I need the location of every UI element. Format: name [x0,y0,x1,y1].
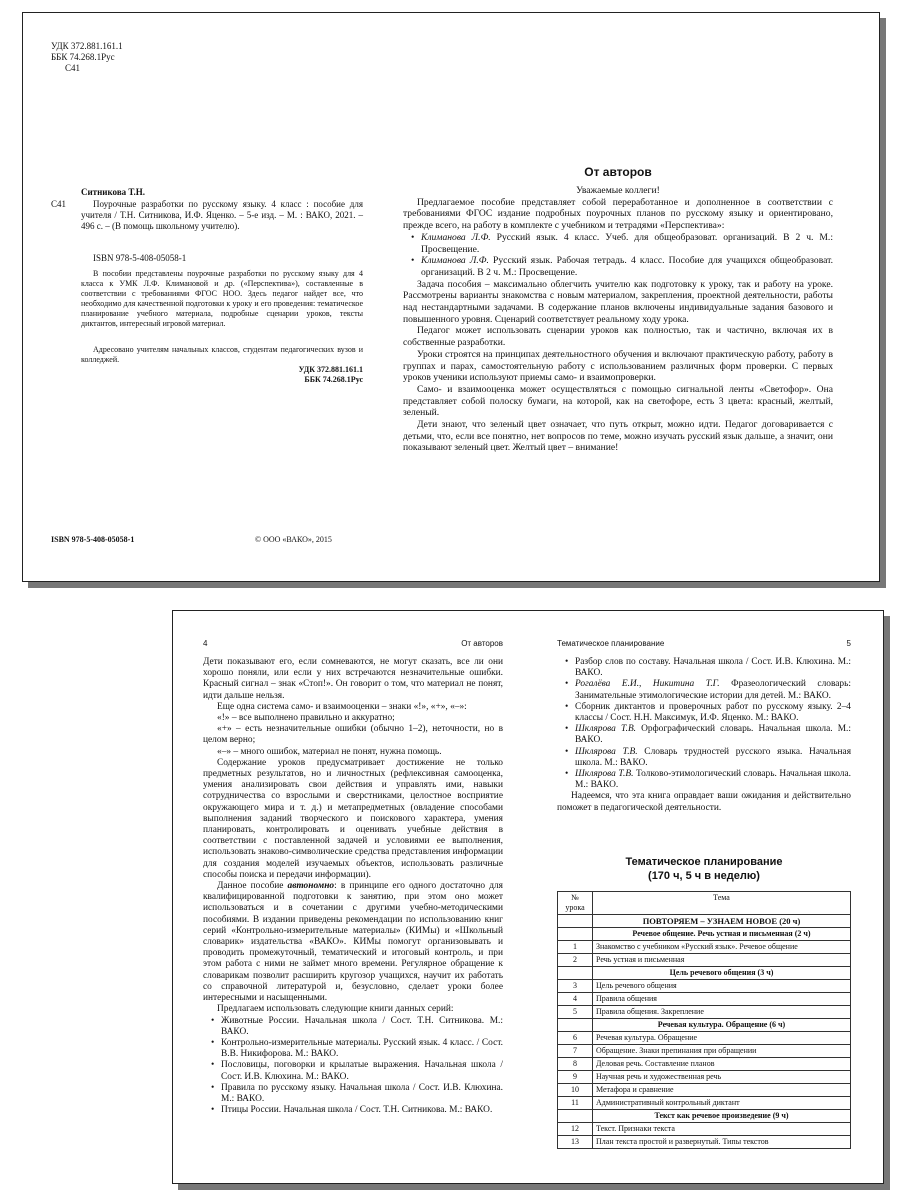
empty-cell [558,1110,593,1123]
paragraph: Педагог может использовать сценарии уроков как полностью, так и частично, включая их в собственные разработки. [403,325,833,349]
section-title: ПОВТОРЯЕМ – УЗНАЕМ НОВОЕ (20 ч) [593,915,851,928]
lesson-topic: Знакомство с учебником «Русский язык». Речевое общение [593,941,851,954]
running-head-left: От авторов [461,639,503,648]
authors-foreword [403,185,833,454]
greeting: Уважаемые коллеги! [576,185,660,196]
table-row [558,993,851,1006]
list-item: • Животные России. Начальная школа / Сост. Т.Н. Ситникова. М.: ВАКО. [221,1016,503,1038]
lesson-number: 6 [558,1032,593,1045]
table-section-row [558,1019,851,1032]
lesson-topic: Метафора и сравнение [593,1084,851,1097]
list-item: • Правила по русскому языку. Начальная школа / Сост. И.В. Клюхина. М.: ВАКО. [221,1083,503,1105]
table-row [558,1058,851,1071]
empty-cell [558,1019,593,1032]
empty-cell [558,967,593,980]
content-spread [172,610,884,1184]
paragraph: Содержание уроков предусматривает достижение не только предметных результатов, но и личностных (рефлексивная самооценка, умения анализировать свои действия и управлять ими, навыки сотрудничества со взрослыми и сверстниками, целостное восприятие окружающего мира и т. д.) и метапредметных (овладение способами выполнения заданий творческого и поискового характера, умения планировать, контролировать и оценивать учебные действия в соответствии с поставленной задачей и условиями ее выполнения, использовать знаково-символические средства представления информации для создания моделей изучаемых объектов, использовать различные способы поиска и передачи информации). [203,757,503,880]
table-row [558,980,851,993]
table-row [558,1006,851,1019]
table-row [558,1032,851,1045]
list-item: • Шклярова Т.В. Толково-этимологический словарь. Начальная школа. М.: ВАКО. [575,769,851,791]
table-row [558,1123,851,1136]
lesson-number: 11 [558,1097,593,1110]
paragraph: Предлагаем использовать следующие книги данных серий: [217,1004,454,1015]
lesson-number: 1 [558,941,593,954]
paragraph: Предлагаемое пособие представляет собой переработанное и дополненное в соответствии с требованиями ФГОС издание подробных поурочных планов по русскому языку и ориентировано, прежде всего, на работу в комплекте с учебником и тетрадями «Перспектива»: [403,196,833,232]
udk-bottom-block [263,365,363,385]
table-section-row [558,967,851,980]
list-item: • Сборник диктантов и проверочных работ по русскому языку. 2–4 классы / Сост. Н.Н. Максимук, И.Ф. Яценко. М.: ВАКО. [575,702,851,724]
col-header-number: № урока [558,892,593,915]
book-list [557,657,851,791]
book-list [203,1016,503,1117]
table-body [558,915,851,1149]
lesson-number: 12 [558,1123,593,1136]
paragraph: Само- и взаимооценка может осуществляться с помощью сигнальной ленты «Светофор». Она представляет собой полоску бумаги, на которой, как на светофоре, есть 3 цвета: красный, желтый, зеленый. [403,383,833,419]
lesson-topic: Речевая культура. Обращение [593,1032,851,1045]
table-row [558,1071,851,1084]
isbn-footer: ISBN 978-5-408-05058-1 [51,535,135,544]
page-number-right: 5 [846,639,851,648]
lesson-number: 9 [558,1071,593,1084]
table-row [558,954,851,967]
udk-bottom: УДК 372.881.161.1 [298,365,363,374]
running-head-right: Тематическое планирование [557,639,665,648]
empty-cell [558,915,593,928]
author-code: С41 [51,199,67,209]
planning-table [557,891,851,1149]
list-item: • Рогалёва Е.И., Никитина Т.Г. Фразеологический словарь: Занимательные этимологические истории для детей. М.: ВАКО. [575,679,851,701]
page-4-text [203,657,503,1116]
paragraph: «!» – все выполнено правильно и аккуратно; [217,713,395,724]
lesson-topic: Речь устная и письменная [593,954,851,967]
section-title: Цель речевого общения (3 ч) [593,967,851,980]
lesson-number: 8 [558,1058,593,1071]
title-spread [22,12,880,582]
list-item: • Разбор слов по составу. Начальная школа / Сост. И.В. Клюхина. М.: ВАКО. [575,657,851,679]
lesson-number: 10 [558,1084,593,1097]
paragraph: Уроки строятся на принципах деятельностного обучения и включают практическую работу, работу в группах и парах, самостоятельную работу с использованием различных форм проверки. С первых уроков ученики используют приемы само- и взаимопроверки. [403,348,833,384]
section-title: Текст как речевое произведение (9 ч) [593,1110,851,1123]
table-heading [557,855,851,883]
code-top: С41 [65,63,81,73]
list-item: • Птицы России. Начальная школа / Сост. Т.Н. Ситникова. М.: ВАКО. [221,1105,503,1116]
list-item: • Шклярова Т.В. Орфографический словарь. Начальная школа. М.: ВАКО. [575,724,851,746]
planning-table-wrap [557,891,851,1149]
lesson-topic: Правила общения. Закрепление [593,1006,851,1019]
section-title: Речевое общение. Речь устная и письменная (2 ч) [593,928,851,941]
paragraph: Дети показывают его, если сомневаются, не могут сказать, все ли они хорошо поняли, или если у них встречаются незначительные ошибки. Красный сигнал – знак «Стоп!». Он говорит о том, что материал не понят, идти дальше нельзя. [203,657,503,701]
table-section-row [558,915,851,928]
lesson-topic: Обращение. Знаки препинания при обращении [593,1045,851,1058]
isbn-record: ISBN 978-5-408-05058-1 [93,253,187,263]
author-name: Ситникова Т.Н. [81,187,146,197]
empty-cell [558,928,593,941]
list-item: • Климанова Л.Ф. Русский язык. 4 класс. Учеб. для общеобразоват. организаций. В 2 ч. М.: Просвещение. [421,232,833,255]
annotation: В пособии представлены поурочные разработки по русскому языку для 4 класса к УМК Л.Ф. Климановой и др. («Перспектива»), составленные в соответствии с требованиями ФГОС НОО. Здесь педагог найдет все, что необходимо для качественной подготовки к уроку и его проведения: тематическое планирование учебного материала, подробные сценарии уроков, тексты диктантов, интересный игровой материал. [81,269,363,328]
list-item: • Климанова Л.Ф. Русский язык. Рабочая тетрадь. 4 класс. Пособие для учащихся общеобразоват. организаций. В 2 ч. М.: Просвещение. [421,255,833,278]
lesson-number: 13 [558,1136,593,1149]
lesson-number: 3 [558,980,593,993]
lesson-topic: План текста простой и развернутый. Типы текстов [593,1136,851,1149]
lesson-number: 2 [558,954,593,967]
table-row [558,1097,851,1110]
lesson-topic: Текст. Признаки текста [593,1123,851,1136]
list-item: • Пословицы, поговорки и крылатые выражения. Начальная школа / Сост. И.В. Клюхина. М.: ВАКО. [221,1060,503,1082]
paragraph: Дети знают, что зеленый цвет означает, что путь открыт, можно идти. Педагог договаривается с детьми, что, если все понятно, нет вопросов по теме, можно изучать русский язык дальше, а значит, они показывают зеленый цвет. Желтый цвет – внимание! [403,419,833,454]
lesson-number: 5 [558,1006,593,1019]
section-heading: От авторов [584,165,652,179]
table-row [558,941,851,954]
paragraph: «+» – есть незначительные ошибки (обычно 1–2), неточности, но в целом верно; [203,724,503,746]
list-item: • Шклярова Т.В. Словарь трудностей русского языка. Начальная школа. М.: ВАКО. [575,747,851,769]
audience-note: Адресовано учителям начальных классов, студентам педагогических вузов и колледжей. [81,345,363,364]
paragraph: «–» – много ошибок, материал не понят, нужна помощь. [217,746,442,757]
lesson-number: 7 [558,1045,593,1058]
page-5-text [557,657,851,814]
section-title: Речевая культура. Обращение (6 ч) [593,1019,851,1032]
lesson-topic: Административный контрольный диктант [593,1097,851,1110]
table-section-row [558,1110,851,1123]
page-number-left: 4 [203,639,208,648]
lesson-number: 4 [558,993,593,1006]
lesson-topic: Правила общения [593,993,851,1006]
copyright: © ООО «ВАКО», 2015 [255,535,332,544]
classification-block [51,41,171,74]
bibliographic-record: Поурочные разработки по русскому языку. 4 класс : пособие для учителя / Т.Н. Ситникова, И.Ф. Яценко. – 5-е изд. – М. : ВАКО, 2021. – 496 с. – (В помощь школьному учителю). [81,199,363,231]
table-row [558,1084,851,1097]
table-header-row [558,892,851,915]
paragraph: Еще одна система само- и взаимооценки – знаки «!», «+», «–»: [217,701,467,712]
table-row [558,1136,851,1149]
col-header-topic: Тема [593,892,851,915]
list-item: • Контрольно-измерительные материалы. Русский язык. 4 класс. / Сост. В.В. Никифорова. М.: ВАКО. [221,1038,503,1060]
lesson-topic: Научная речь и художественная речь [593,1071,851,1084]
table-section-row [558,928,851,941]
lesson-topic: Цель речевого общения [593,980,851,993]
lesson-topic: Деловая речь. Составление планов [593,1058,851,1071]
udk-top: УДК 372.881.161.1 [51,41,123,51]
paragraph: Данное пособие автономно: в принципе его одного достаточно для квалифицированной подготовки к занятию, при этом оно может использоваться и в сочетании с другими учебно-методическими пособиями. В издании приведены рекомендации по использованию книг серий «Контрольно-измерительные материалы» (КИМы) и «Школьный словарик» издательства «ВАКО». КИМы помогут организовывать и проводить промежуточный, тематический и итоговый контроль, и при этом работа с ними не займет много времени. Регулярное обращение к словарикам позволит расширить кругозор учащихся, научит их работать со справочной литературой и, безусловно, сделает уроки более интересными и насыщенными. [203,881,503,1004]
bbk-bottom: ББК 74.268.1Рус [304,375,363,384]
closing-paragraph: Надеемся, что эта книга оправдает ваши ожидания и действительно поможет в педагогической деятельности. [557,791,851,813]
table-title: Тематическое планирование [625,856,783,868]
table-subtitle: (170 ч, 5 ч в неделю) [648,870,760,882]
paragraph: Задача пособия – максимально облегчить учителю как подготовку к уроку, так и работу на уроке. Рассмотрены варианты знакомства с новым материалом, закрепления, проектной деятельности, работы над нестандартными задачами. В содержание планов включены индивидуальные задания базового и повышенного уровня. Сценарий соответствует реальному ходу урока. [403,278,833,325]
table-row [558,1045,851,1058]
bbk-top: ББК 74.268.1Рус [51,52,115,62]
textbook-list [403,232,833,279]
